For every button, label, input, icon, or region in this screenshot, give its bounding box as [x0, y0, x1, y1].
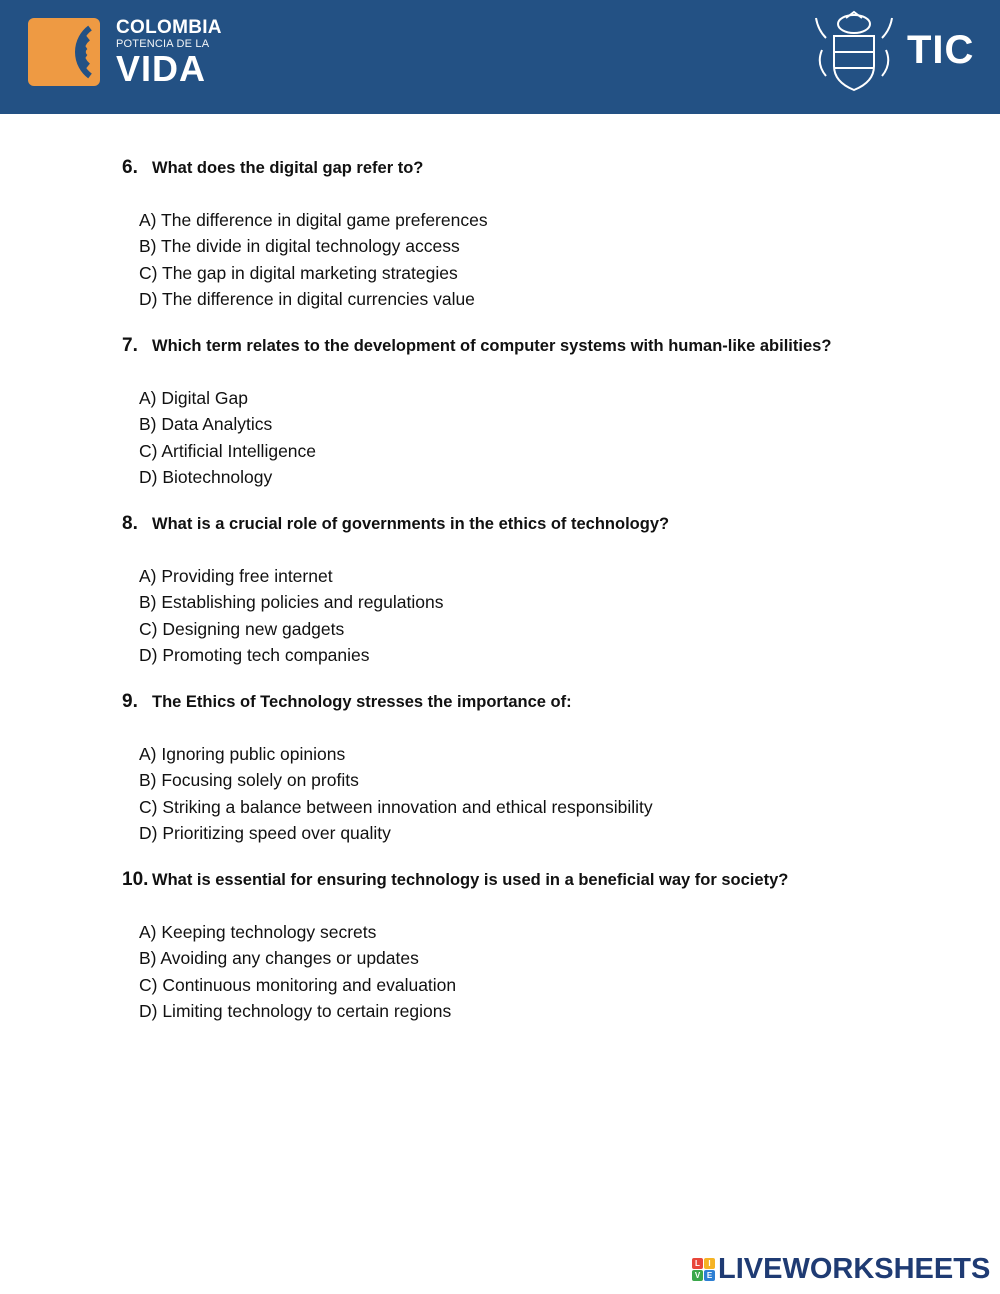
colombia-brand-logo: [28, 18, 228, 88]
question-number: 10.: [122, 869, 149, 890]
answer-option-b[interactable]: B) Data Analytics: [139, 414, 273, 435]
answer-option-a[interactable]: A) Digital Gap: [139, 388, 248, 408]
brand-line-vida: VIDA: [116, 48, 207, 89]
answer-option-a[interactable]: A) Providing free internet: [139, 566, 333, 586]
question-text: What does the digital gap refer to?: [152, 159, 424, 177]
answer-option-b[interactable]: B) Avoiding any changes or updates: [139, 948, 419, 969]
answer-option-d[interactable]: D) Prioritizing speed over quality: [139, 823, 391, 844]
question-8: [122, 513, 942, 669]
question-text: What is essential for ensuring technology is used in a beneficial way for society?: [152, 871, 789, 889]
coat-of-arms-icon: [812, 10, 896, 96]
question-6: [122, 157, 942, 313]
answer-option-c[interactable]: C) Artificial Intelligence: [139, 440, 317, 461]
answer-option-b[interactable]: B) The divide in digital technology access: [139, 236, 460, 257]
logo-letter-block: I: [704, 1258, 715, 1269]
question-number: 6.: [122, 157, 138, 178]
logo-letter-block: V: [692, 1270, 703, 1281]
answer-options: [139, 207, 942, 313]
waves-logo-icon: [28, 18, 102, 86]
logo-letter-block: L: [692, 1258, 703, 1269]
page-header: [0, 0, 1000, 114]
ministry-tic-logo: [812, 10, 977, 100]
answer-option-b[interactable]: B) Establishing policies and regulations: [139, 592, 444, 613]
answer-option-c[interactable]: C) Designing new gadgets: [139, 618, 345, 639]
answer-option-c[interactable]: C) Continuous monitoring and evaluation: [139, 974, 457, 995]
answer-option-c[interactable]: C) Striking a balance between innovation and ethical responsibility: [139, 796, 653, 817]
liveworksheets-logo[interactable]: [692, 1252, 990, 1286]
answer-option-d[interactable]: D) Biotechnology: [139, 467, 273, 488]
ministry-label: TIC: [907, 28, 975, 72]
answer-option-c[interactable]: C) The gap in digital marketing strategies: [139, 262, 458, 283]
question-10: [122, 869, 942, 1025]
answer-options: [139, 563, 942, 669]
answer-options: [139, 385, 942, 491]
answer-option-d[interactable]: D) Limiting technology to certain regions: [139, 1001, 452, 1022]
brand-text: [116, 18, 222, 87]
brand-line-colombia: COLOMBIA: [116, 17, 222, 38]
liveworksheets-wordmark: LIVEWORKSHEETS: [718, 1252, 991, 1285]
question-7: [122, 335, 942, 491]
answer-options: [139, 919, 942, 1025]
answer-option-b[interactable]: B) Focusing solely on profits: [139, 770, 359, 791]
answer-option-a[interactable]: A) Ignoring public opinions: [139, 744, 346, 764]
question-text: Which term relates to the development of computer systems with human-like abilities?: [152, 337, 832, 355]
answer-option-a[interactable]: A) The difference in digital game preferences: [139, 210, 488, 230]
brand-line-potencia: POTENCIA DE LA: [116, 38, 210, 50]
answer-options: [139, 741, 942, 847]
question-number: 8.: [122, 513, 138, 534]
answer-option-d[interactable]: D) Promoting tech companies: [139, 645, 370, 666]
question-text: The Ethics of Technology stresses the importance of:: [152, 693, 572, 711]
answer-option-d[interactable]: D) The difference in digital currencies value: [139, 289, 475, 310]
question-number: 9.: [122, 691, 138, 712]
logo-letter-block: E: [704, 1270, 715, 1281]
liveworksheets-blocks-icon: [692, 1258, 715, 1281]
question-text: What is a crucial role of governments in the ethics of technology?: [152, 515, 670, 533]
question-number: 7.: [122, 335, 138, 356]
question-9: [122, 691, 942, 847]
answer-option-a[interactable]: A) Keeping technology secrets: [139, 922, 377, 942]
